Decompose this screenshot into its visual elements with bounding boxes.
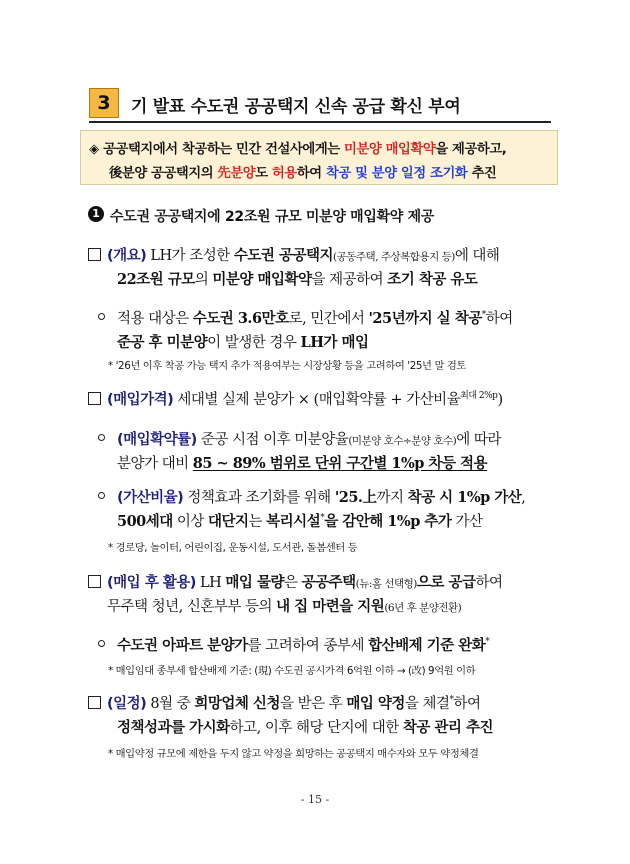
target-line-2	[117, 331, 368, 352]
extra-line-1	[117, 486, 525, 507]
text: LH	[195, 575, 226, 591]
text-small: (공동주택, 주상복합용지 등)	[333, 251, 455, 263]
footnote-star: *	[449, 695, 454, 706]
item-number-icon: 1	[88, 206, 104, 222]
target-line-1	[117, 307, 513, 328]
text-bold: 수도권 공공택지	[233, 247, 334, 264]
tax-line-1	[117, 634, 489, 655]
price-line-1	[107, 388, 503, 409]
overview-tag: (개요)	[107, 248, 147, 264]
summary-line-1	[89, 138, 506, 157]
text: 의	[194, 272, 213, 288]
text: )	[497, 392, 503, 408]
text-bold: '25년까지 실 착공	[368, 310, 482, 327]
rate-line-1	[117, 428, 501, 449]
summary-box	[80, 130, 558, 185]
text: 무주택 청년, 신혼부부 등의	[107, 599, 277, 615]
summary-highlight: 허용	[271, 166, 297, 181]
text: 에 따라	[456, 432, 501, 448]
use-line-2	[107, 595, 461, 616]
text: LH가 조성한	[146, 248, 234, 264]
text: 을 체결	[404, 696, 450, 712]
text: 가산	[451, 514, 483, 530]
schedule-note: * 매입약정 규모에 제한을 두지 않고 약정을 희망하는 공공택지 매수자와 모두 약정체결	[108, 748, 479, 760]
text-bold: LH가 매입	[300, 334, 369, 351]
overview-line-2	[117, 268, 477, 289]
text-bold: 내 집 마련을 지원	[276, 598, 385, 615]
summary-text: 하여	[296, 166, 326, 181]
text-small: (6년 후 분양전환)	[384, 602, 462, 614]
item-title: 수도권 공공택지에 22조원 규모 미분양 매입확약 제공	[110, 209, 435, 225]
price-tag: (매입가격)	[107, 392, 174, 408]
text: 하여	[453, 696, 481, 712]
text-bold: 복리시설	[266, 513, 321, 530]
text-bold: 희망업체 신청	[194, 695, 280, 712]
text-bold-underline: 85 ~ 89% 범위로 단위 구간별 1%p 차등 적용	[192, 455, 488, 472]
text-bold: 착공 시 1%p 가산	[407, 489, 522, 506]
tax-note: * 매입임대 종부세 합산배제 기준: (現) 수도권 공시가격 6억원 이하 → (改) 9억원 이하	[108, 665, 476, 677]
text-bold: 착공 관리 추진	[402, 719, 493, 736]
footnote-star: *	[485, 637, 490, 648]
rate-tag: (매입확약률)	[117, 432, 197, 448]
text-bold: 수도권 아파트 분양가	[117, 637, 248, 654]
page-number: - 15 -	[300, 793, 330, 806]
text-bold: 합산배제 기준 완화	[368, 637, 486, 654]
section-title: 기 발표 수도권 공공택지 신속 공급 확신 부여	[131, 97, 461, 117]
text: 는	[248, 514, 267, 530]
schedule-tag: (일정)	[107, 696, 147, 712]
text-small: (뉴:홈 선택형)	[355, 578, 417, 590]
summary-text: 공공택지에서 착공하는 민간 건설사에게는	[103, 142, 344, 157]
text: 세대별 실제 분양가 × (매입확약률 + 가산비율	[173, 392, 461, 408]
text: 준공 시점 이후 미분양율	[196, 432, 349, 448]
text-superscript: 최대 2%p	[460, 391, 498, 402]
rate-line-2	[117, 452, 487, 473]
bullet-circle-icon	[98, 313, 105, 320]
checkbox-square-icon	[88, 696, 101, 709]
text: 하고, 이후 해당 단지에 대한	[229, 720, 403, 736]
text: 적용 대상은	[117, 311, 193, 327]
section-divider	[89, 121, 551, 123]
text: 정책효과 조기화를 위해	[183, 490, 335, 506]
text-bold: 매입 물량	[225, 574, 284, 591]
checkbox-square-icon	[88, 392, 101, 405]
overview-line-1	[107, 244, 499, 265]
summary-highlight: 미분양 매입확약	[344, 142, 436, 157]
checkbox-square-icon	[88, 248, 101, 261]
text: 하여	[475, 575, 503, 591]
text: 분양가 대비	[117, 456, 193, 472]
schedule-line-2	[117, 716, 493, 737]
text: 에 대해	[454, 248, 500, 264]
text-bold: 500세대	[117, 513, 173, 530]
schedule-line-1	[107, 692, 481, 713]
text-bold: 22조원 규모	[117, 271, 195, 288]
extra-tag: (가산비율)	[117, 490, 184, 506]
text: 로, 민간에서	[288, 311, 369, 327]
extra-line-2	[117, 510, 483, 531]
text-bold: 매입 약정	[346, 695, 405, 712]
footnote-star: *	[320, 513, 325, 524]
bullet-circle-icon	[98, 434, 105, 441]
text-bold: 으로 공급	[416, 574, 476, 591]
text: 8월 중	[146, 696, 195, 712]
checkbox-square-icon	[88, 575, 101, 588]
extra-note: * 경로당, 놀이터, 어린이집, 운동시설, 도서관, 돌봄센터 등	[108, 542, 358, 554]
use-tag: (매입 후 활용)	[107, 575, 196, 591]
text-bold: 준공 후 미분양	[117, 334, 208, 351]
bullet-circle-icon	[98, 640, 105, 647]
summary-diamond-icon: ◈	[89, 142, 99, 157]
footnote-star: *	[481, 310, 486, 321]
text: 을 받은 후	[279, 696, 347, 712]
text: 이상	[172, 514, 209, 530]
summary-highlight: 착공 및 분양 일정 조기화	[325, 166, 468, 181]
text: 까지	[376, 490, 408, 506]
use-line-1	[107, 571, 503, 592]
text-bold: 을 감안해 1%p 추가	[324, 513, 452, 530]
summary-line-2	[109, 162, 496, 181]
text-bold: '25.上	[334, 489, 377, 506]
section-number-badge: 3	[89, 88, 119, 118]
text-bold: 조기 착공 유도	[387, 271, 478, 288]
summary-text: 추진	[467, 166, 497, 181]
text-small: (미분양 호수÷분양 호수)	[348, 435, 457, 447]
summary-highlight: 先분양	[217, 166, 256, 181]
text-bold: 대단지	[208, 513, 249, 530]
text: ,	[521, 490, 526, 506]
summary-text: 도	[255, 166, 272, 181]
text-bold: 정책성과를 가시화	[117, 719, 230, 736]
text-bold: 공공주택	[301, 574, 356, 591]
summary-text: 後분양 공공택지의	[109, 166, 218, 181]
text: 은	[283, 575, 302, 591]
text-bold: 미분양 매입확약	[212, 271, 312, 288]
text: 을 제공하여	[311, 272, 388, 288]
text-bold: 수도권 3.6만호	[192, 310, 289, 327]
text: 이 발생한 경우	[207, 335, 301, 351]
text: 하여	[485, 311, 513, 327]
target-note: * '26년 이후 착공 가능 택지 추가 적용여부는 시장상황 등을 고려하여 '25년 말 검토	[108, 360, 466, 372]
summary-text: 을 제공하고,	[435, 142, 507, 157]
bullet-circle-icon	[98, 492, 105, 499]
text: 를 고려하여 종부세	[247, 638, 369, 654]
